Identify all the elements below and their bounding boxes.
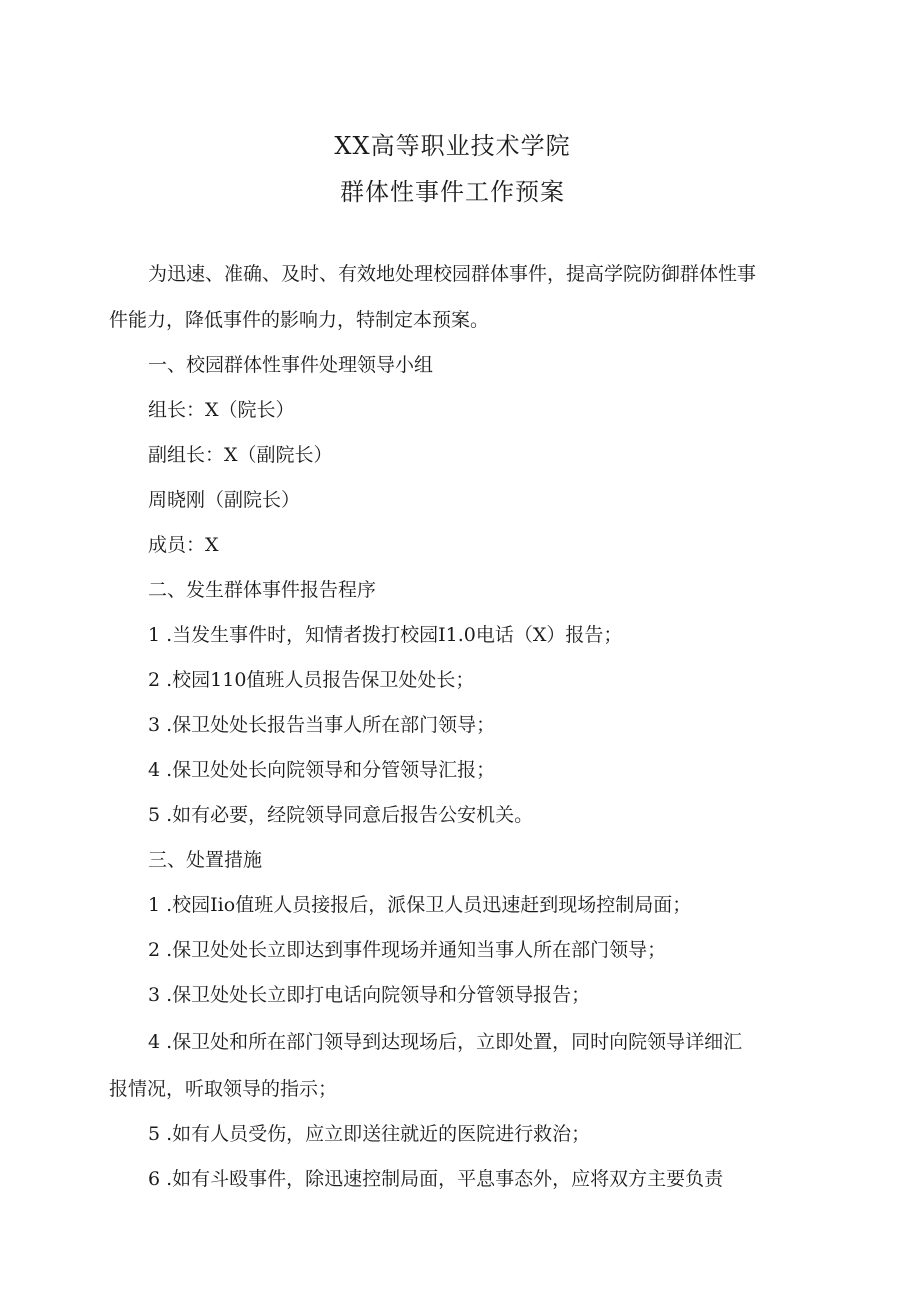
- report-step: 5 .如有必要，经院领导同意后报告公安机关。: [148, 804, 534, 826]
- measure-item: 3 .保卫处处长立即打电话向院领导和分管领导报告；: [148, 984, 591, 1006]
- measure-item: 5 .如有人员受伤，应立即送往就近的医院进行救治；: [148, 1123, 591, 1145]
- section2-heading: 二、发生群体事件报告程序: [148, 579, 377, 601]
- intro-paragraph-line2: 件能力，降低事件的影响力，特制定本预案。: [109, 309, 490, 331]
- report-step: 1 .当发生事件时，知情者拨打校园I1.0电话（X）报告；: [148, 624, 623, 646]
- document-title-line1: XX高等职业技术学院: [334, 132, 571, 160]
- measure-item: 1 .校园Iio值班人员接报后，派保卫人员迅速赶到现场控制局面；: [148, 894, 692, 916]
- report-step: 3 .保卫处处长报告当事人所在部门领导；: [148, 714, 496, 736]
- deputy-leader-line: 副组长：X（副院长）: [148, 444, 333, 466]
- section1-heading: 一、校园群体性事件处理领导小组: [148, 354, 434, 376]
- section3-heading: 三、处置措施: [148, 849, 263, 871]
- measure-item-continuation: 报情况，听取领导的指示；: [109, 1078, 338, 1100]
- measure-item: 2 .保卫处处长立即达到事件现场并通知当事人所在部门领导；: [148, 939, 667, 961]
- measure-item: 6 .如有斗殴事件，除迅速控制局面，平息事态外，应将双方主要负责: [148, 1168, 724, 1190]
- report-step: 4 .保卫处处长向院领导和分管领导汇报；: [148, 759, 496, 781]
- deputy-leader-2-line: 周晓刚（副院长）: [148, 489, 301, 511]
- measure-item: 4 .保卫处和所在部门领导到达现场后，立即处置，同时向院领导详细汇: [148, 1031, 743, 1053]
- leader-line: 组长：X（院长）: [148, 399, 295, 421]
- intro-paragraph-line1: 为迅速、准确、及时、有效地处理校园群体事件，提高学院防御群体性事: [148, 263, 757, 285]
- document-title-line2: 群体性事件工作预案: [340, 178, 565, 206]
- report-step: 2 .校园110值班人员报告保卫处处长；: [148, 669, 475, 691]
- members-line: 成员：X: [148, 534, 219, 556]
